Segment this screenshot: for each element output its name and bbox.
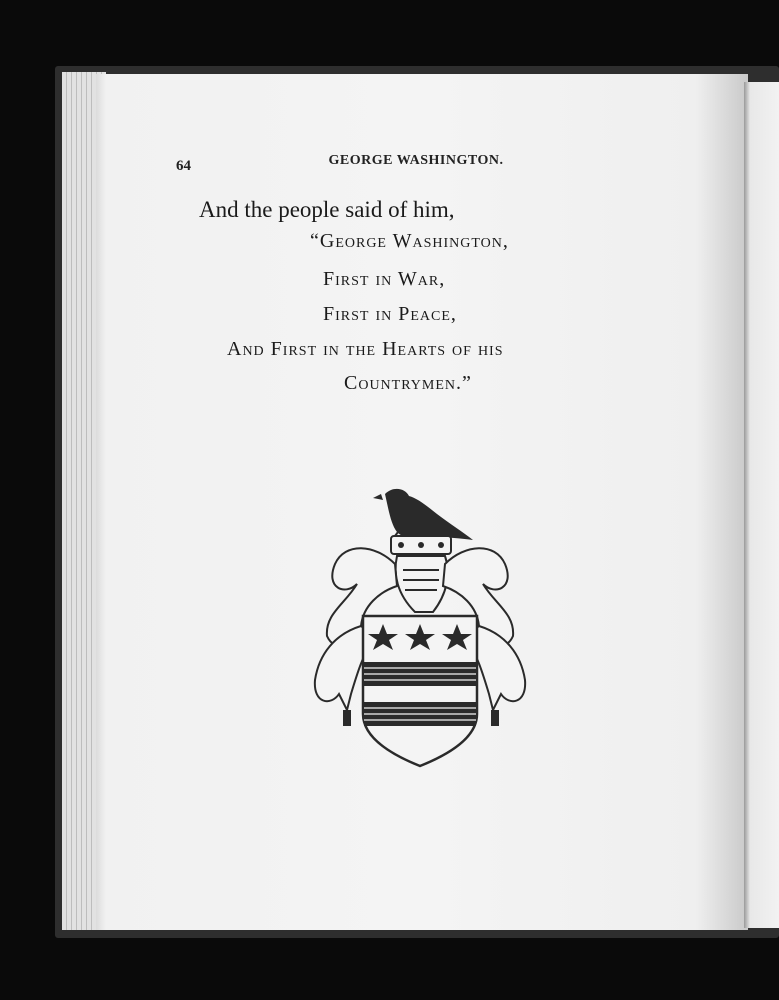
quote-line: And First in the Hearts of his <box>227 338 504 360</box>
facing-page-edge <box>744 82 779 928</box>
quote-line: Countrymen.” <box>344 372 472 394</box>
quote-line: First in Peace, <box>323 303 457 325</box>
running-head: GEORGE WASHINGTON. <box>328 153 504 168</box>
quote-line: “George Washington, <box>310 230 509 252</box>
intro-line: And the people said of him, <box>199 197 455 222</box>
eagle-icon <box>373 489 473 540</box>
coat-of-arms-illustration <box>305 484 535 774</box>
helmet-icon <box>396 556 448 612</box>
page-number: 64 <box>176 158 191 174</box>
quote-line: First in War, <box>323 268 446 290</box>
